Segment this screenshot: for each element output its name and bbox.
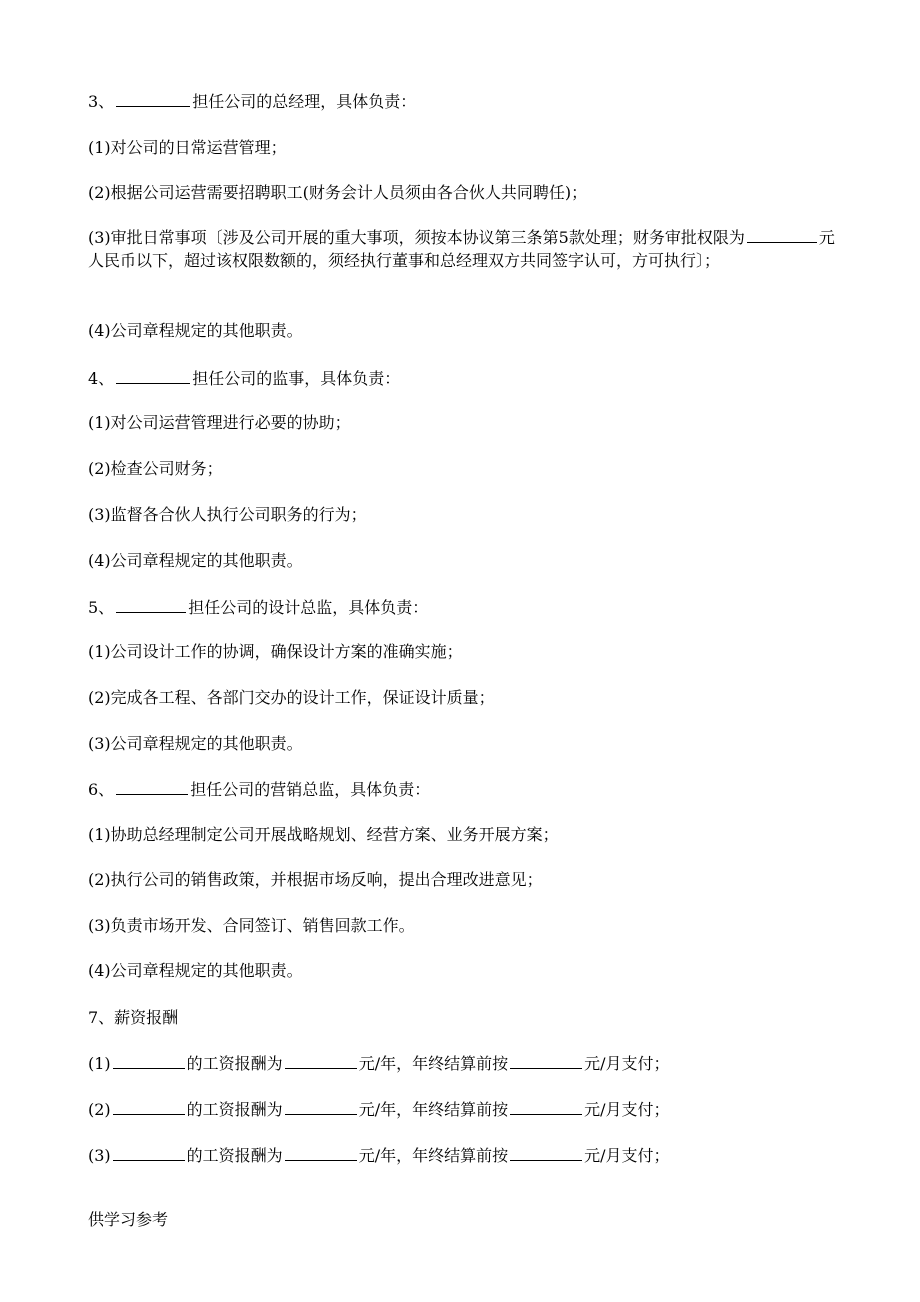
section-6-name-blank — [116, 778, 188, 795]
salary-row-3-name-blank — [113, 1144, 185, 1161]
section-5-item-2: (2)完成各工程、各部门交办的设计工作，保证设计质量； — [88, 688, 495, 707]
section-5-item-1: (1)公司设计工作的协调，确保设计方案的准确实施； — [88, 642, 463, 661]
section-6-item-4: (4)公司章程规定的其他职责。 — [88, 961, 303, 980]
salary-row-1-text-2: 元/年，年终结算前按 — [358, 1054, 509, 1073]
salary-row-1-text-1: 的工资报酬为 — [186, 1054, 283, 1073]
section-7-heading: 7、薪资报酬 — [88, 1008, 179, 1027]
salary-row-2-text-2: 元/年，年终结算前按 — [358, 1100, 509, 1119]
salary-row-3-number: (3) — [88, 1146, 111, 1165]
section-4-number: 4、 — [88, 369, 115, 388]
section-3-item-2: (2)根据公司运营需要招聘职工(财务会计人员须由各合伙人共同聘任)； — [88, 183, 588, 202]
salary-row-1-annual-blank — [285, 1052, 357, 1069]
section-3-item-4: (4)公司章程规定的其他职责。 — [88, 321, 303, 340]
salary-row-2-name-blank — [113, 1098, 185, 1115]
section-5-heading — [88, 596, 848, 619]
salary-row-1-text-3: 元/月支付； — [584, 1054, 670, 1073]
section-5-number: 5、 — [88, 598, 115, 617]
salary-row-1-monthly-blank — [510, 1052, 582, 1069]
section-3-item-3-part-2: 元人民币以下，超过该权限数额的，须经执行董事和总经理双方共同签字认可，方可执行〕； — [88, 228, 835, 270]
salary-row-2 — [88, 1098, 848, 1121]
salary-row-2-monthly-blank — [510, 1098, 582, 1115]
salary-row-1-number: (1) — [88, 1054, 111, 1073]
section-6-number: 6、 — [88, 780, 115, 799]
salary-row-2-number: (2) — [88, 1100, 111, 1119]
section-4-item-4: (4)公司章程规定的其他职责。 — [88, 551, 303, 570]
salary-row-3-text-2: 元/年，年终结算前按 — [358, 1146, 509, 1165]
section-3-heading — [88, 90, 848, 113]
section-3-item-3 — [88, 226, 848, 272]
salary-row-2-text-3: 元/月支付； — [584, 1100, 670, 1119]
section-6-item-2: (2)执行公司的销售政策，并根据市场反响，提出合理改进意见； — [88, 870, 543, 889]
page-footer: 供学习参考 — [88, 1210, 169, 1229]
section-3-number: 3、 — [88, 92, 115, 111]
section-6-heading — [88, 778, 848, 801]
salary-row-2-text-1: 的工资报酬为 — [186, 1100, 283, 1119]
section-6-title: 担任公司的营销总监，具体负责： — [190, 780, 431, 799]
salary-row-1-name-blank — [113, 1052, 185, 1069]
section-3-item-3-part-1: (3)审批日常事项〔涉及公司开展的重大事项，须按本协议第三条第5款处理；财务审批权限为 — [88, 228, 745, 247]
section-4-title: 担任公司的监事，具体负责： — [192, 369, 401, 388]
section-6-item-1: (1)协助总经理制定公司开展战略规划、经营方案、业务开展方案； — [88, 825, 559, 844]
section-4-item-2: (2)检查公司财务； — [88, 459, 223, 478]
salary-row-3-text-3: 元/月支付； — [584, 1146, 670, 1165]
section-4-heading — [88, 367, 848, 390]
approval-limit-blank — [747, 226, 817, 243]
section-5-item-3: (3)公司章程规定的其他职责。 — [88, 734, 303, 753]
section-4-name-blank — [116, 367, 190, 384]
section-3-title: 担任公司的总经理，具体负责： — [192, 92, 417, 111]
section-6-item-3: (3)负责市场开发、合同签订、销售回款工作。 — [88, 916, 415, 935]
section-3-name-blank — [116, 90, 190, 107]
section-5-title: 担任公司的设计总监，具体负责： — [188, 598, 429, 617]
section-4-item-1: (1)对公司运营管理进行必要的协助； — [88, 413, 351, 432]
salary-row-1 — [88, 1052, 848, 1075]
salary-row-3-annual-blank — [285, 1144, 357, 1161]
salary-row-2-annual-blank — [285, 1098, 357, 1115]
salary-row-3-monthly-blank — [510, 1144, 582, 1161]
salary-row-3-text-1: 的工资报酬为 — [186, 1146, 283, 1165]
section-3-item-1: (1)对公司的日常运营管理； — [88, 138, 287, 157]
section-4-item-3: (3)监督各合伙人执行公司职务的行为； — [88, 505, 367, 524]
section-5-name-blank — [116, 596, 186, 613]
salary-row-3 — [88, 1144, 848, 1167]
